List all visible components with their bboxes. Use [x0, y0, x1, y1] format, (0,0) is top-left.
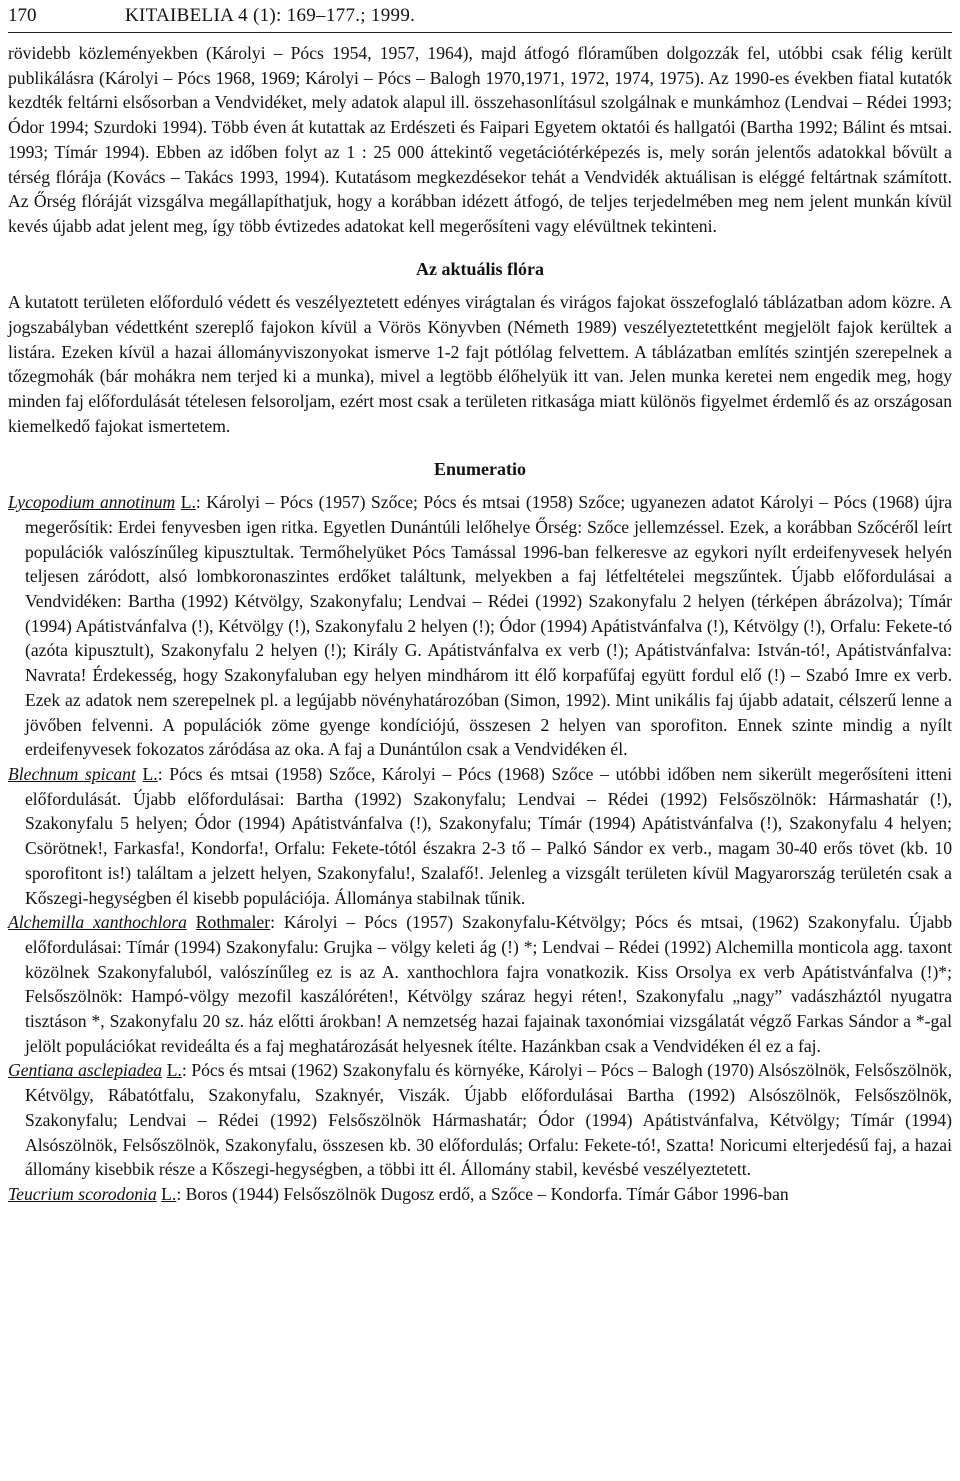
species-author: L. — [180, 492, 196, 513]
running-header — [8, 2, 952, 33]
species-name: Gentiana asclepiadea — [8, 1060, 163, 1081]
species-text: : Pócs és mtsai (1958) Szőce, Károlyi – Pócs (1968) Szőce – utóbbi időben nem sikerült megerősíteni itteni előfordulását. Újabb előfordulásai: Bartha (1992) Szakonyfalu; Lendvai – Rédei (1992) Felsőszölnök: Hármashatár (!), Szakonyfalu 5 helyen; Ódor (1994) Apátistvánfalva (!), Szakonyfalu; Tímár (1994) Apátistvánfalva (!), Szakonyfalu 4 helyen; Csörötnek!, Farkasfa!, Kondorfa!, Orfalu: Fekete-tótól északra 2-3 tő – Palkó Sándor ex verb., magam 30-40 erős tövet (kb. 10 sporofitont is!) találtam a jelzett helyen, Szakonyfalu!, Szalafő!. Jelenleg a vizsgált területen kívül Magyarország területén csak a Kőszegi-hegységben él kisebb populációja. Állománya stabilnak tűnik. — [25, 763, 952, 908]
species-text: : Pócs és mtsai (1962) Szakonyfalu és környéke, Károlyi – Pócs – Balogh (1970) Alsószölnök, Felsőszölnök, Kétvölgy, Rábatótfalu, Szakonyfalu, Szaknyér, Viszák. Újabb előfordulásai Bartha (1992) Alsószölnök, Felsőszölnök, Szakonyfalu; Lendvai – Rédei (1992) Felsőszölnök Hármashatár; Ódor (1994) Apátistvánfalva, Kétvölgy; Tímár (1994) Alsószölnök, Felsőszölnök, Szakonyfalu, összesen kb. 30 előfordulás; Orfalu: Fekete-tó!, Szatta! Noricumi elterjedésű faj, a hazai állomány kisebbik része a Kőszegi-hegységben, a többi itt él. Állomány stabil, kevésbé veszélyeztetett. — [25, 1060, 952, 1180]
species-author: L. — [142, 763, 158, 784]
section-heading-enumeratio: Enumeratio — [434, 458, 526, 479]
page — [8, 0, 952, 1207]
species-name: Teucrium scorodonia — [8, 1183, 157, 1204]
article-body — [8, 41, 952, 1207]
species-text: : Károlyi – Pócs (1957) Szakonyfalu-Kétvölgy; Pócs és mtsai, (1962) Szakonyfalu. Újabb előfordulásai: Tímár (1994) Szakonyfalu: Grujka – völgy keleti ág (!) *; Lendvai – Rédei (1992) Alchemilla monticola agg. taxont közölnek Szakonyfaluból, valószínűleg ez is az A. xanthochlora fajra vonatkozik. Kiss Orsolya ex verb Apátistvánfalva (!)*; Felsőszölnök: Hampó-völgy mezofil kaszálóréten!, Kétvölgy száraz hegyi réten!, Szakonyfalu „nagy” vadászháztól nyugatra tisztáson *, Szakonyfalu 20 sz. ház előtti árokban! A nemzetség hazai fajainak taxonómiai vizsgálatát végző Farkas Sándor a *-gal jelölt populációkat revideálta és a faj meghatározását helyesnek ítélte. Hazánkban csak a Vendvidéken él ez a faj. — [25, 912, 952, 1056]
journal-citation: KITAIBELIA 4 (1): 169–177.; 1999. — [125, 5, 416, 26]
section-paragraph-aktualis-flora: A kutatott területen előforduló védett és veszélyeztetett edényes virágtalan és virágos fajokat összefoglaló táblázatban adom közre. A jogszabályban védettként szereplő fajokon kívül a Vörös Könyvben (Németh 1989) veszélyeztetettként megjelölt fajok kerültek a listára. Ezeken kívül a hazai állományviszonyokat ismerve 1-2 fajt pótlólag felvettem. A táblázatban említés szintjén szerepelnek a tőzegmohák (bár mohákra nem terjed ki a munka), mivel a legtöbb élőhelyük itt van. Jelen munka keretei nem engedik meg, hogy minden faj előfordulását tételesen felsoroljam, ezért most csak a területen ritkasága miatt különös figyelmet érdemlő és az országosan kiemelkedő fajokat ismertetem. — [8, 292, 952, 436]
species-author: L. — [161, 1183, 177, 1204]
species-entry — [8, 1058, 952, 1182]
species-author: Rothmaler — [195, 912, 271, 933]
species-entry — [8, 1182, 952, 1207]
species-entry — [8, 762, 952, 910]
species-text: : Boros (1944) Felsőszölnök Dugosz erdő, a Szőce – Kondorfa. Tímár Gábor 1996-ban — [176, 1183, 789, 1204]
species-author: L. — [166, 1060, 182, 1081]
species-name: Lycopodium annotinum — [8, 492, 176, 513]
species-name: Alchemilla xanthochlora — [8, 912, 187, 933]
species-entry — [8, 910, 952, 1058]
intro-paragraph: rövidebb közleményekben (Károlyi – Pócs 1954, 1957, 1964), majd átfogó flóraműben dolgozzák fel, utóbbi csak félig került publikálásra (Károlyi – Pócs 1968, 1969; Károlyi – Pócs – Balogh 1970,1971, 1972, 1974, 1975). Az 1990-es években fiatal kutatók kezdték feltárni elsősorban a Vendvidéket, mely adatok alapul ill. összehasonlításul szolgálnak e munkámhoz (Lendvai – Rédei 1993; Ódor 1994; Szurdoki 1994). Több éven át kutattak az Erdészeti és Faipari Egyetem oktatói és hallgatói (Bartha 1992; Bálint és mtsai. 1993; Tímár 1994). Ebben az időben folyt az 1 : 25 000 áttekintő vegetációtérképezés is, mely során jelentős adatokkal bővült a térség flórája (Kovács – Takács 1993, 1994). Kutatásom megkezdésekor tehát a Vendvidék aktuálisan is eléggé feltártnak számított. Az Őrség flóráját vizsgálva megállapíthatjuk, hogy a korábban idézett átfogó, de teljes terjedelmében meg nem jelent munkán kívül kevés újabb adat jelent meg, így több évtizedes adatokat kell megerősíteni vagy elévültnek tekinteni. — [8, 43, 952, 236]
species-entry — [8, 490, 952, 762]
species-name: Blechnum spicant — [8, 763, 136, 784]
species-text: : Károlyi – Pócs (1957) Szőce; Pócs és mtsai (1958) Szőce; ugyanezen adatot Károlyi – Pócs (1968) újra megerősítik: Erdei fenyvesben igen ritka. Egyetlen Dunántúli lelőhelye Őrség: Szőce jellemzéssel. Ezek, a korábban Szőcéről leírt populációk valószínűleg kipusztultak. Termőhelyüket Pócs Tamással 1996-ban felkeresve az egykori nyílt erdeifenyvesek helyén teljesen záródott, alsó lombkoronaszintes erdőket találtunk, melyekben a faj létfeltételei megszűntek. Újabb előfordulásai a Vendvidéken: Bartha (1992) Kétvölgy, Szakonyfalu; Lendvai – Rédei (1992) Szakonyfalu 2 helyen (térképen ábrázolva); Tímár (1994) Apátistvánfalva (!), Kétvölgy (!), Szakonyfalu 2 helyen (!); Ódor (1994) Apátistvánfalva (!), Kétvölgy (!), Orfalu: Fekete-tó (azóta kipusztult), Szakonyfalu 2 helyen (!); Király G. Apátistvánfalva ex verb (!); Apátistvánfalva: István-tó!, Apátistvánfalva: Navrata! Érdekesség, hogy Szakonyfaluban egy helyen mindhárom itt élő korpafűfaj együtt fordul elő (!) – Szabó Imre ex verb. Ezek az adatok nem szerepelnek pl. a legújabb növényhatározóban (Simon, 1992). Mint unikális faj újabb adatait, célszerű lenne a jövőben felvenni. A populációk zöme gyenge kondíciójú, összesen 2 helyen van sporofiton. Ennek szinte mindig a nyílt erdeifenyvesek fokozatos záródása az oka. A faj a Dunántúlon csak a Vendvidéken él. — [25, 492, 953, 760]
page-number: 170 — [8, 5, 37, 26]
section-heading-aktualis-flora: Az aktuális flóra — [416, 258, 544, 279]
